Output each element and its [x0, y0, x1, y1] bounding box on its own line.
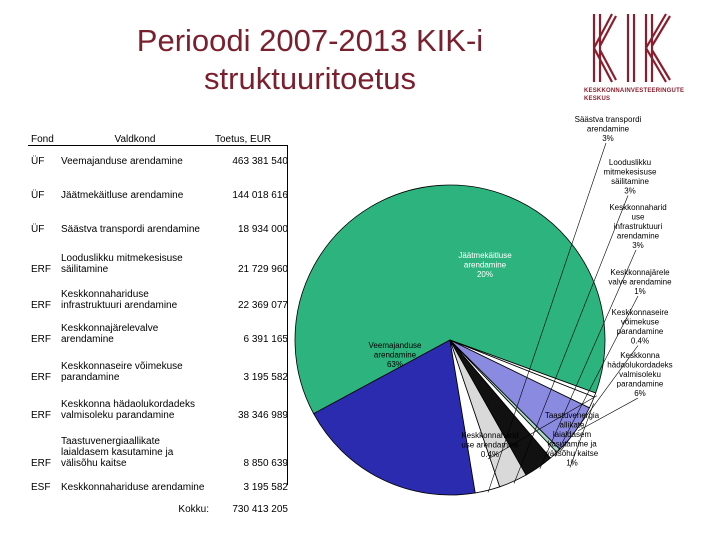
row-fond: ERF: [31, 300, 51, 311]
pie-label-3: Keskkonnajärele valve arendamine 1%: [608, 268, 672, 296]
title-line-1: Perioodi 2007-2013 KIK-i: [136, 23, 484, 58]
row-toetus: 21 729 960: [237, 264, 288, 275]
pie-label-7: Keskkonnaharid use arendamine 0.4%: [461, 431, 519, 459]
row-valdkond: Keskkonnahariduse infrastruktuuri arendamine: [61, 289, 178, 311]
row-valdkond: Jäätmekäitluse arendamine: [61, 190, 184, 201]
row-valdkond: Taastuvenergiaallikate laialdasem kasutamine ja välisõhu kaitse: [61, 436, 174, 469]
pie-label-4: Keskkonnaseire võimekuse parandamine 0.4%: [611, 308, 669, 346]
row-valdkond: Keskkonna hädaolukordadeks valmisoleku parandamine: [61, 399, 195, 421]
row-valdkond: Keskkonnaseire võimekuse parandamine: [61, 361, 183, 383]
row-fond: ERF: [31, 264, 51, 275]
row-toetus: 22 369 077: [237, 300, 288, 311]
header-fond: Fond: [31, 134, 54, 145]
total-label: Kokku:: [178, 504, 209, 515]
pie-label-8: Veemajanduse arendamine 63%: [368, 341, 422, 369]
row-toetus: 38 346 989: [237, 410, 288, 421]
row-toetus: 463 381 540: [232, 156, 288, 167]
pie-label-1: Looduslikku mitmekesisuse säilitamine 3%: [603, 158, 657, 196]
row-toetus: 3 195 582: [243, 482, 288, 493]
row-fond: ÜF: [31, 190, 45, 201]
row-fond: ERF: [31, 372, 51, 383]
row-fond: ÜF: [31, 156, 45, 167]
title-line-2: struktuuritoetus: [204, 61, 416, 96]
header-toetus: Toetus, EUR: [215, 134, 272, 145]
row-valdkond: Veemajanduse arendamine: [61, 156, 183, 167]
pie-label-9: Jäätmekäitluse arendamine 20%: [458, 251, 512, 279]
row-fond: ERF: [31, 334, 51, 345]
row-toetus: 8 850 639: [243, 458, 288, 469]
row-valdkond: Keskkonnahariduse arendamine: [61, 482, 205, 493]
logo-line-2: KESKUS: [584, 96, 611, 102]
row-valdkond: Säästva transpordi arendamine: [61, 224, 200, 235]
row-fond: ÜF: [31, 224, 45, 235]
row-valdkond: Keskkonnajärelevalve arendamine: [61, 323, 159, 345]
row-toetus: 6 391 165: [243, 334, 288, 345]
row-toetus: 144 018 616: [232, 190, 288, 201]
row-toetus: 18 934 000: [237, 224, 288, 235]
total-value: 730 413 205: [232, 504, 288, 515]
pie-label-6: Taastuvenergia allikate laialdasem kasutamine ja välisõhu kaitse 1%: [544, 411, 600, 468]
pie-label-2: Keskkonnaharid use infrastruktuuri arendamine 3%: [609, 203, 667, 250]
pie-label-0: Säästva transpordi arendamine 3%: [574, 115, 642, 143]
row-toetus: 3 195 582: [243, 372, 288, 383]
row-fond: ERF: [31, 410, 51, 421]
row-fond: ESF: [31, 482, 51, 493]
pie-label-5: Keskkonna hädaolukordadeks valmisoleku parandamine 6%: [607, 351, 673, 398]
header-valdkond: Valdkond: [114, 134, 156, 145]
row-valdkond: Looduslikku mitmekesisuse säilitamine: [61, 253, 183, 275]
row-fond: ERF: [31, 458, 51, 469]
logo-line-1: KESKKONNAINVESTEERINGUTE: [584, 88, 685, 94]
